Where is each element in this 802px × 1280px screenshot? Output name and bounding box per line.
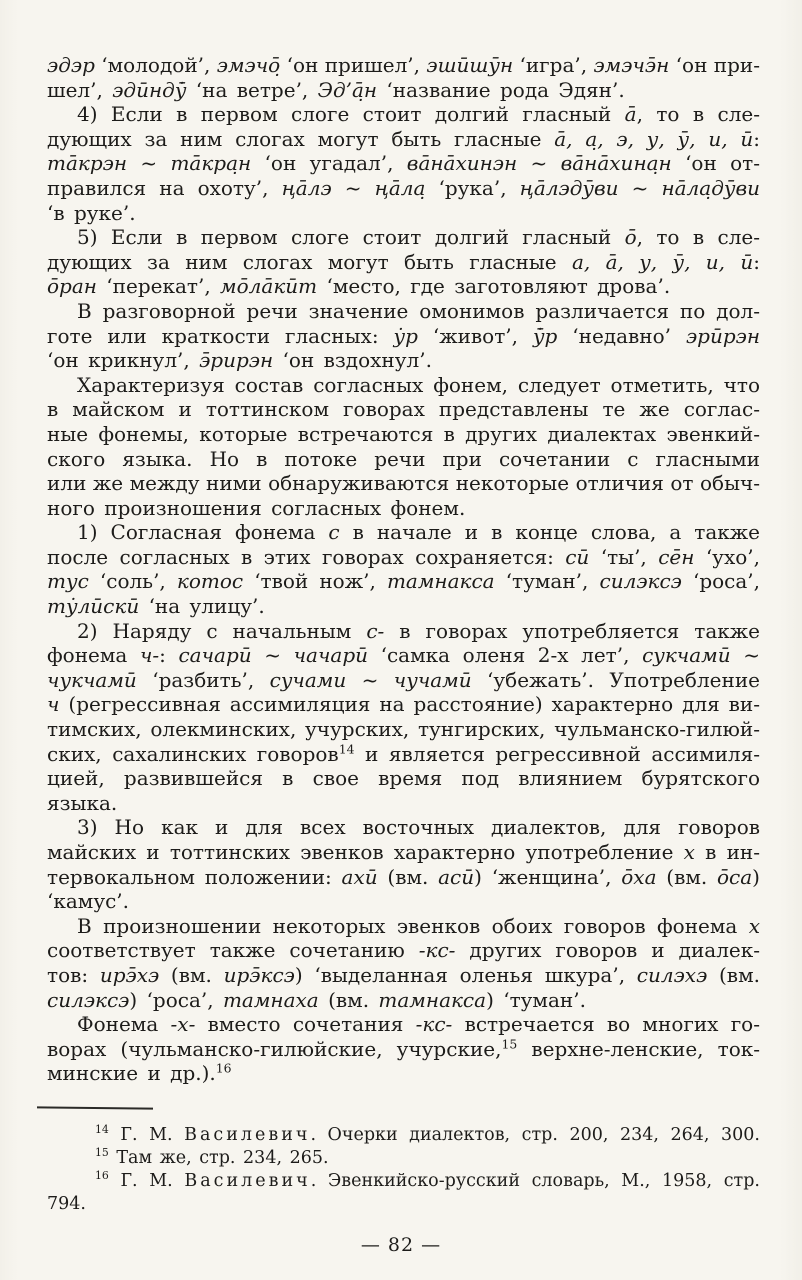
phonetic-example: эрӣрэн <box>685 323 761 348</box>
text-line <box>47 865 760 890</box>
page-number: — 82 — <box>360 1234 442 1256</box>
text-segment: : <box>753 126 760 151</box>
text-line <box>47 102 760 127</box>
text-line <box>47 889 760 914</box>
phonetic-example: -х- <box>170 1012 196 1037</box>
text-segment: Г. М. <box>108 1125 185 1145</box>
phonetic-example: силэксэ <box>599 569 682 594</box>
phonetic-example: о̄ <box>624 225 637 250</box>
text-segment: дующих за ним слогах могут быть гласные <box>47 249 572 274</box>
text-line <box>47 274 760 299</box>
text-segment: ‘он угадал’, <box>251 151 407 176</box>
text-segment: фонема <box>47 643 140 668</box>
footnote-separator-rule <box>37 1106 153 1109</box>
text-segment: ‘живот’, <box>417 323 533 348</box>
phonetic-example: ахӣ <box>341 864 378 889</box>
text-segment: : <box>159 643 179 668</box>
text-segment: цией, развившейся в свое время под влиянием бурятского <box>47 766 760 791</box>
text-segment: Г. М. <box>108 1171 185 1191</box>
text-segment: (вм. <box>707 962 760 987</box>
phonetic-example: эшӣшӯн <box>426 53 514 77</box>
footnote-reference: 15 <box>501 1036 518 1052</box>
text-segment: (вм. <box>377 864 439 889</box>
text-line <box>47 127 760 152</box>
text-segment: ‘ты’, <box>589 544 659 569</box>
text-segment: ) ‘туман’. <box>486 987 586 1012</box>
text-line <box>47 520 760 545</box>
text-segment: ) ‘женщина’, <box>474 864 622 889</box>
text-segment: 4) Если в первом слоге стоит долгий гласный <box>77 102 625 127</box>
text-segment: ‘на ветре’, <box>186 77 318 102</box>
text-segment: ного произношения согласных фонем. <box>47 495 466 520</box>
text-line <box>47 1193 760 1216</box>
phonetic-example: у̇р <box>393 323 418 348</box>
text-segment: Василевич <box>184 1125 311 1145</box>
text-segment: ‘место, где заготовляют дрова’. <box>317 274 671 299</box>
text-segment: Характеризуя состав согласных фонем, следует отметить, что <box>77 372 760 397</box>
text-segment: в говорах употребляется также <box>384 618 760 643</box>
text-segment: шел’, <box>47 77 113 102</box>
phonetic-example: -кс- <box>418 938 456 963</box>
phonetic-example: ирэ̄ксэ <box>223 962 295 987</box>
phonetic-example: сукчамӣ ~ <box>642 643 760 668</box>
text-segment: ‘ухо’, <box>694 544 760 569</box>
text-line <box>47 1061 760 1086</box>
text-segment: верхне-ленские, ток- <box>517 1036 761 1061</box>
footnote-reference: 15 <box>95 1146 109 1160</box>
footnote-reference: 16 <box>215 1060 232 1076</box>
phonetic-example: тамнаха <box>222 987 319 1012</box>
text-line <box>47 914 760 939</box>
text-line <box>47 324 760 349</box>
text-segment: ) ‘роса’, <box>129 987 223 1012</box>
text-segment: вместо сочетания <box>195 1012 416 1037</box>
text-segment: (вм. <box>656 864 717 889</box>
phonetic-example: сачарӣ ~ чачарӣ <box>178 643 369 668</box>
phonetic-example: х <box>748 913 760 938</box>
body-text <box>47 53 760 1086</box>
footnote-reference: 14 <box>338 740 355 756</box>
text-line <box>47 373 760 398</box>
footnote-reference: 16 <box>95 1169 109 1183</box>
text-segment: ских, сахалинских говоров <box>47 741 339 766</box>
text-segment: 2) Наряду с начальным <box>77 618 367 643</box>
text-line <box>47 938 760 963</box>
text-segment: в майском и тоттинском говорах представлены те же соглас- <box>47 397 760 422</box>
text-line <box>47 643 760 668</box>
text-segment: ‘он при- <box>669 53 760 77</box>
phonetic-example: сучами ~ чучамӣ <box>269 667 472 692</box>
phonetic-example: эмэчэ̄н <box>593 53 670 77</box>
text-line <box>47 225 760 250</box>
footnote-reference: 14 <box>95 1123 109 1137</box>
text-segment: ‘недавно’ <box>557 323 686 348</box>
text-line <box>47 422 760 447</box>
text-segment: Фонема <box>77 1012 171 1037</box>
text-line <box>47 53 760 78</box>
text-segment: языка. <box>47 790 118 815</box>
text-segment: дующих за ним слогах могут быть гласные <box>47 126 555 151</box>
text-line <box>47 766 760 791</box>
text-segment: . Очерки диалектов, стр. 200, 234, 264, 300. <box>310 1125 760 1145</box>
text-segment: ‘он пришел’, <box>280 53 427 77</box>
text-line <box>47 1124 760 1147</box>
text-segment: ‘молодой’, <box>94 53 217 77</box>
text-segment: майских и тоттинских эвенков характерно употребление <box>47 840 684 864</box>
text-segment: правился на охоту’, <box>47 175 282 200</box>
text-segment: других говоров и диалек- <box>455 938 760 963</box>
text-line <box>47 545 760 570</box>
text-segment: встречается во многих го- <box>452 1012 760 1037</box>
text-segment: ‘на улицу’. <box>139 594 265 619</box>
text-segment: ‘название рода Эдян’. <box>377 77 625 102</box>
text-segment: в начале и в конце слова, а также <box>339 520 760 545</box>
phonetic-example: мо̄ла̄кӣт <box>220 274 318 299</box>
phonetic-example: о̄ха <box>621 864 657 889</box>
text-line <box>47 151 760 176</box>
phonetic-example: ва̄на̄хинэн ~ ва̄на̄хина̣н <box>406 151 672 176</box>
phonetic-example: а̄ <box>624 102 637 127</box>
text-segment: ‘разбить’, <box>136 667 270 692</box>
text-segment: после согласных в этих говорах сохраняется: <box>47 544 566 569</box>
text-line <box>47 447 760 472</box>
text-line <box>47 1170 760 1193</box>
text-line <box>47 250 760 275</box>
text-segment: Там же, стр. 234, 265. <box>108 1148 329 1168</box>
text-segment: ‘убежать’. Употребление <box>471 667 761 692</box>
text-segment: ‘рука’, <box>425 175 520 200</box>
text-segment: : <box>753 249 760 274</box>
text-segment: ‘самка оленя 2-х лет’, <box>368 643 643 668</box>
text-line <box>47 742 760 767</box>
text-segment: в ин- <box>694 840 760 864</box>
phonetic-example: асӣ <box>438 864 475 889</box>
text-line <box>47 397 760 422</box>
text-segment: , то в сле- <box>636 225 761 250</box>
text-segment: ‘он крикнул’, <box>47 348 200 373</box>
phonetic-example: о̄ран <box>47 274 97 299</box>
text-segment: (регрессивная ассимиляция на расстояние) характерно для ви- <box>59 692 760 717</box>
phonetic-example: эдӣндӯ̇ <box>112 77 187 102</box>
footnotes-block <box>47 1124 760 1216</box>
text-segment: 5) Если в первом слоге стоит долгий гласный <box>77 225 625 250</box>
phonetic-example: силэхэ <box>636 962 708 987</box>
text-line <box>47 791 760 816</box>
text-segment: 3) Но как и для всех восточных диалектов, для говоров <box>77 815 760 840</box>
text-line <box>47 815 760 840</box>
phonetic-example: тус <box>47 569 89 594</box>
phonetic-example: ту̇лӣскӣ <box>47 594 140 619</box>
text-segment: (вм. <box>159 962 224 987</box>
text-segment: (вм. <box>318 987 379 1012</box>
text-line <box>47 569 760 594</box>
text-segment: ворах (чульманско-гилюйские, учурские, <box>47 1036 502 1061</box>
text-line <box>47 78 760 103</box>
text-segment: или же между ними обнаруживаются некоторые отличия от обыч- <box>47 471 760 496</box>
text-line <box>47 496 760 521</box>
text-segment: В произношении некоторых эвенков обоих говоров фонема <box>77 913 749 938</box>
text-segment: ‘игра’, <box>513 53 594 77</box>
text-line <box>47 963 760 988</box>
text-segment: ‘камус’. <box>47 889 130 914</box>
text-line <box>47 201 760 226</box>
text-segment: Василевич <box>184 1171 311 1191</box>
text-line <box>47 692 760 717</box>
phonetic-example: та̄крэн ~ та̄кра̣н <box>47 151 252 176</box>
phonetic-example: ирэ̄хэ <box>99 962 160 987</box>
phonetic-example: ӯ̇р <box>532 323 558 348</box>
phonetic-example: Эд’а̣̄н <box>317 77 378 102</box>
text-line <box>47 594 760 619</box>
text-segment: ‘он вздохнул’. <box>273 348 432 373</box>
phonetic-example: э̄рирэн <box>199 348 274 373</box>
text-line <box>47 471 760 496</box>
text-line <box>47 717 760 742</box>
text-segment: тов: <box>47 962 100 987</box>
text-line <box>47 1037 760 1062</box>
text-segment: ные фонемы, которые встречаются в других диалектах эвенкий- <box>47 421 760 446</box>
text-segment: ского языка. Но в потоке речи при сочетании с гласными <box>47 446 760 471</box>
phonetic-example: се̄н <box>658 544 695 569</box>
text-segment: . Эвенкийско-русский словарь, М., 1958, стр. <box>310 1171 760 1191</box>
phonetic-example: сӣ <box>565 544 590 569</box>
phonetic-example: х <box>683 840 695 864</box>
text-segment: ‘твой нож’, <box>243 569 387 594</box>
text-segment: ) ‘выделанная оленья шкура’, <box>294 962 637 987</box>
text-segment: и является регрессивной ассимиля- <box>354 741 761 766</box>
phonetic-example: тамнакса <box>386 569 495 594</box>
text-segment: ) <box>752 864 760 889</box>
text-line <box>47 1147 760 1170</box>
phonetic-example: чукчамӣ <box>47 667 137 692</box>
phonetic-example: эдэр <box>47 53 95 77</box>
text-segment: 1) Согласная фонема <box>77 520 329 545</box>
text-segment: 794. <box>47 1194 86 1214</box>
text-line <box>47 176 760 201</box>
phonetic-example: а̄, а̣, э, у, ӯ, и, ӣ <box>554 126 754 151</box>
text-segment: ‘в руке’. <box>47 200 136 225</box>
text-segment: ‘он от- <box>671 151 761 176</box>
text-line <box>47 619 760 644</box>
phonetic-example: котос <box>176 569 244 594</box>
phonetic-example: эмэчо̣̄ <box>216 53 281 77</box>
phonetic-example: ңа̄лэдӯви ~ на̄ла̣дӯви <box>519 175 761 200</box>
phonetic-example: о̄са <box>717 864 753 889</box>
phonetic-example: а, а̄, у, ӯ, и, ӣ <box>571 249 754 274</box>
text-line <box>47 840 760 865</box>
phonetic-example: с- <box>366 618 385 643</box>
phonetic-example: -кс- <box>415 1012 453 1037</box>
text-segment: минские и др.). <box>47 1061 216 1086</box>
phonetic-example: силэксэ <box>47 987 130 1012</box>
text-segment: тимских, олекминских, учурских, тунгирских, чульманско-гилюй- <box>47 717 760 742</box>
text-segment: ‘соль’, <box>88 569 177 594</box>
phonetic-example: ч <box>47 692 60 717</box>
text-segment: ‘роса’, <box>681 569 761 594</box>
phonetic-example: ч- <box>139 643 160 668</box>
text-segment: , то в сле- <box>636 102 760 127</box>
text-line <box>47 299 760 324</box>
text-line <box>47 668 760 693</box>
text-segment: соответствует также сочетанию <box>47 938 419 963</box>
text-line <box>47 988 760 1013</box>
text-line <box>47 348 760 373</box>
text-segment: ‘туман’, <box>494 569 600 594</box>
text-line <box>47 1012 760 1037</box>
text-segment: тервокальном положении: <box>47 864 342 889</box>
phonetic-example: с <box>328 520 340 545</box>
phonetic-example: тамнакса <box>378 987 487 1012</box>
text-segment: ‘перекат’, <box>96 274 221 299</box>
text-segment: В разговорной речи значение омонимов различается по дол- <box>77 298 760 323</box>
text-segment: готе или краткости гласных: <box>47 323 394 348</box>
phonetic-example: ңа̄лэ ~ ңа̄ла̣ <box>281 175 426 200</box>
